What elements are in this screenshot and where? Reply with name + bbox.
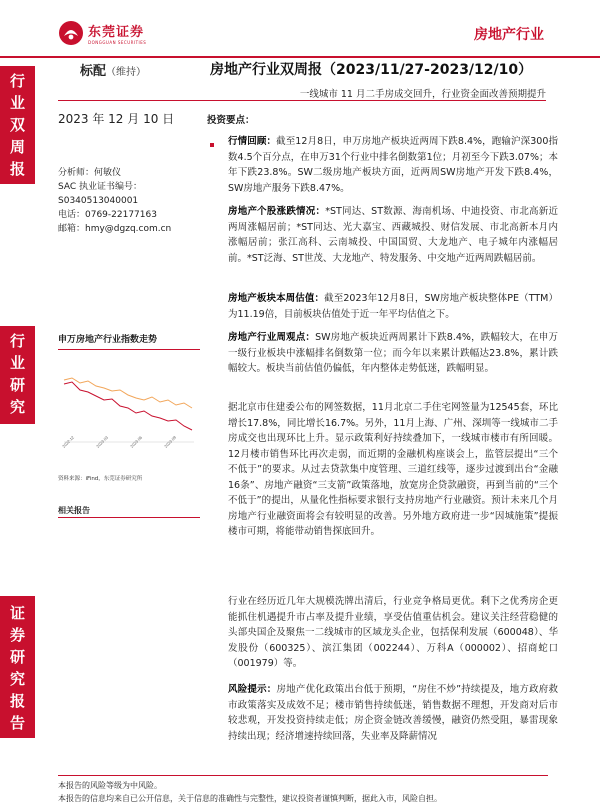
analyst-sac-label: SAC 执业证书编号： [58, 182, 143, 192]
analyst-phone: 电话：0769-22177163 [58, 210, 157, 220]
sidebar-char: 究 [9, 670, 25, 688]
x-tick-label: 2023-03 [95, 434, 110, 449]
paragraph-label: 行情回顾： [228, 136, 277, 147]
sidebar-char: 报 [9, 160, 25, 178]
sidebar-char: 研 [9, 376, 25, 394]
disclaimer-note: 本报告的信息均来自已公开信息，关于信息的准确性与完整性，建议投资者谨慎判断，据此入市，风险自担。 [58, 794, 442, 803]
paragraph-beijing-data [228, 400, 558, 540]
chart-plot [58, 350, 200, 460]
paragraph-weekly-view [228, 330, 558, 377]
index-trend-chart [58, 332, 200, 482]
sidebar-char: 研 [9, 648, 25, 666]
sidebar-char: 周 [9, 138, 25, 156]
header-divider [0, 56, 600, 58]
paragraph-text: 房地产优化政策出台低于预期，“房住不炒”持续提及，地方政府救市政策落实及成效不足；楼市销售持续低迷，销售数据不理想，开发商对后市较悲观，开发投资持续走低；房企资金链改善缓慢，融资仍然受阻，暴雷现象持续出现；经济增速持续回落，失业率及降薪情况 [228, 684, 558, 742]
logo-name: 东莞证券 [88, 25, 145, 40]
paragraph-label: 房地产板块本周估值： [228, 293, 325, 304]
analyst-name: 分析师：何敏仪 [58, 168, 122, 178]
section-heading: 投资要点： [207, 115, 255, 126]
paragraph-text: *ST同达、ST数源、海南机场、中迪投资、市北高新近两周涨幅居前；*ST同达、光大嘉宝、西藏城投、财信发展、市北高新本月内涨幅居前；张江高科、云南城投、中国国贸、大龙地产、电子城年内涨幅居前。*ST泛海、ST世茂、大龙地产、特发服务、中交地产近两周跌幅居前。 [228, 206, 558, 264]
paragraph-text: 截至2023年12月8日，SW房地产板块整体PE（TTM）为11.19倍，目前板块估值处于近一年平均估值之下。 [228, 293, 558, 320]
sidebar-char: 业 [9, 94, 25, 112]
paragraph-stock-moves [228, 204, 558, 266]
analyst-cert-number: S0340513040001 [58, 196, 139, 206]
logo-english-name: DONGGUAN SECURITIES [88, 40, 147, 45]
company-logo [58, 20, 146, 46]
report-title: 房地产行业双周报（2023/11/27-2023/12/10） [210, 62, 533, 78]
paragraph-label: 房地产个股涨跌情况： [228, 206, 326, 217]
paragraph-risk-warning [228, 682, 558, 744]
paragraph-label: 房地产行业周观点： [228, 332, 316, 343]
disclaimer-footer [58, 775, 548, 805]
index-line [64, 382, 192, 430]
report-subtitle: 一线城市 11 月二手房成交回升，行业资金面改善预期提升 [299, 89, 546, 100]
analyst-email: 邮箱：hmy@dgzq.com.cn [58, 224, 172, 234]
sidebar-char: 究 [9, 398, 25, 416]
sidebar-char: 业 [9, 354, 25, 372]
risk-level-note: 本报告的风险等级为中风险。 [58, 781, 162, 790]
paragraph-text: 据北京市住建委公布的网签数据，11月北京二手住宅网签量为12545套，环比增长17.8%，同比增长16.7%。另外，11月上海、广州、深圳等一线城市二手房成交也出现环比上升。显示政策利好持续叠加下，一线城市楼市有所回暖。12月楼市销售环比再次走弱，而近期的金融机构座谈会上，监管层提出“三个不低于”的要求。从过去贷款集中度管理、三道红线等，逐步过渡到出台“金融16条”、房地产融资“三支箭”政策落地，放宽房企贷款融资，再到当前的“三个不低于”的提出，从量化性指标要求银行支持房地产行业融资。预计未来几个月房地产行业融资面将会有较明显的改善。另外地方政府进一步“因城施策”提振楼市可期，将能带动销售探底回升。 [228, 402, 558, 537]
paragraph-label: 风险提示： [228, 684, 277, 695]
left-sidebar [0, 58, 35, 800]
paragraph-text: 截至12月8日，申万房地产板块近两周下跌8.4%，跑输沪深300指数4.5个百分点，在申万31个行业中排名倒数第1位；月初至今下跌3.07%；本年下跌23.8%。SW二级房地产板块方面，近两周SW房地产开发下跌8.4%，SW房地产服务下跌8.47%。 [228, 136, 558, 194]
logo-emblem-icon [58, 20, 84, 46]
footer-divider [58, 775, 548, 776]
analyst-info [58, 166, 171, 236]
report-header [0, 0, 600, 58]
related-reports-heading: 相关报告 [58, 506, 90, 515]
sidebar-char: 告 [9, 714, 25, 732]
rating-note: （维持） [106, 67, 147, 78]
sidebar-char: 行 [9, 332, 25, 350]
paragraph-text: SW房地产板块近两周累计下跌8.4%，跌幅较大，在申万一级行业板块中涨幅排名倒数第一位；而今年以来累计跌幅达23.8%，累计跌幅较大。板块当前估值仍偏低，年内整体走势低迷，跌幅明显。 [228, 332, 558, 374]
rating [80, 60, 146, 79]
chart-source: 资料来源：iFind，东莞证券研究所 [58, 476, 143, 482]
sidebar-char: 证 [9, 604, 25, 622]
industry-label: 房地产行业 [474, 27, 544, 43]
paragraph-text: 行业在经历近几年大规模洗牌出清后，行业竞争格局更优。剩下之优秀房企更能抓住机遇提升市占率及提升业绩，享受估值重估机会。建议关注经营稳健的头部央国企及聚焦一二线城市的区域龙头企业，包括保利发展（600048）、华发股份（600325）、滨江集团（002244）、万科A（000002）、招商蛇口（001979）等。 [228, 596, 558, 669]
sidebar-block-securities-report [0, 596, 35, 738]
chart-title: 申万房地产行业指数走势 [58, 335, 158, 345]
sidebar-char: 行 [9, 72, 25, 90]
x-tick-label: 2022-12 [61, 434, 76, 449]
paragraph-recommendation [228, 594, 558, 672]
title-divider [58, 100, 546, 101]
sidebar-char: 报 [9, 692, 25, 710]
sidebar-block-industry-research [0, 326, 35, 424]
rating-value: 标配 [80, 64, 107, 79]
benchmark-line [64, 378, 192, 408]
bullet-icon [210, 143, 214, 147]
x-tick-label: 2023-09 [163, 434, 178, 449]
paragraph-valuation [228, 291, 558, 322]
sidebar-char: 双 [9, 116, 25, 134]
sidebar-char: 券 [9, 626, 25, 644]
sidebar-block-report-type [0, 66, 35, 184]
related-reports-divider [58, 517, 200, 518]
report-date: 2023 年 12 月 10 日 [58, 112, 175, 126]
x-tick-label: 2023-06 [129, 434, 144, 449]
paragraph-market-review [228, 134, 558, 196]
